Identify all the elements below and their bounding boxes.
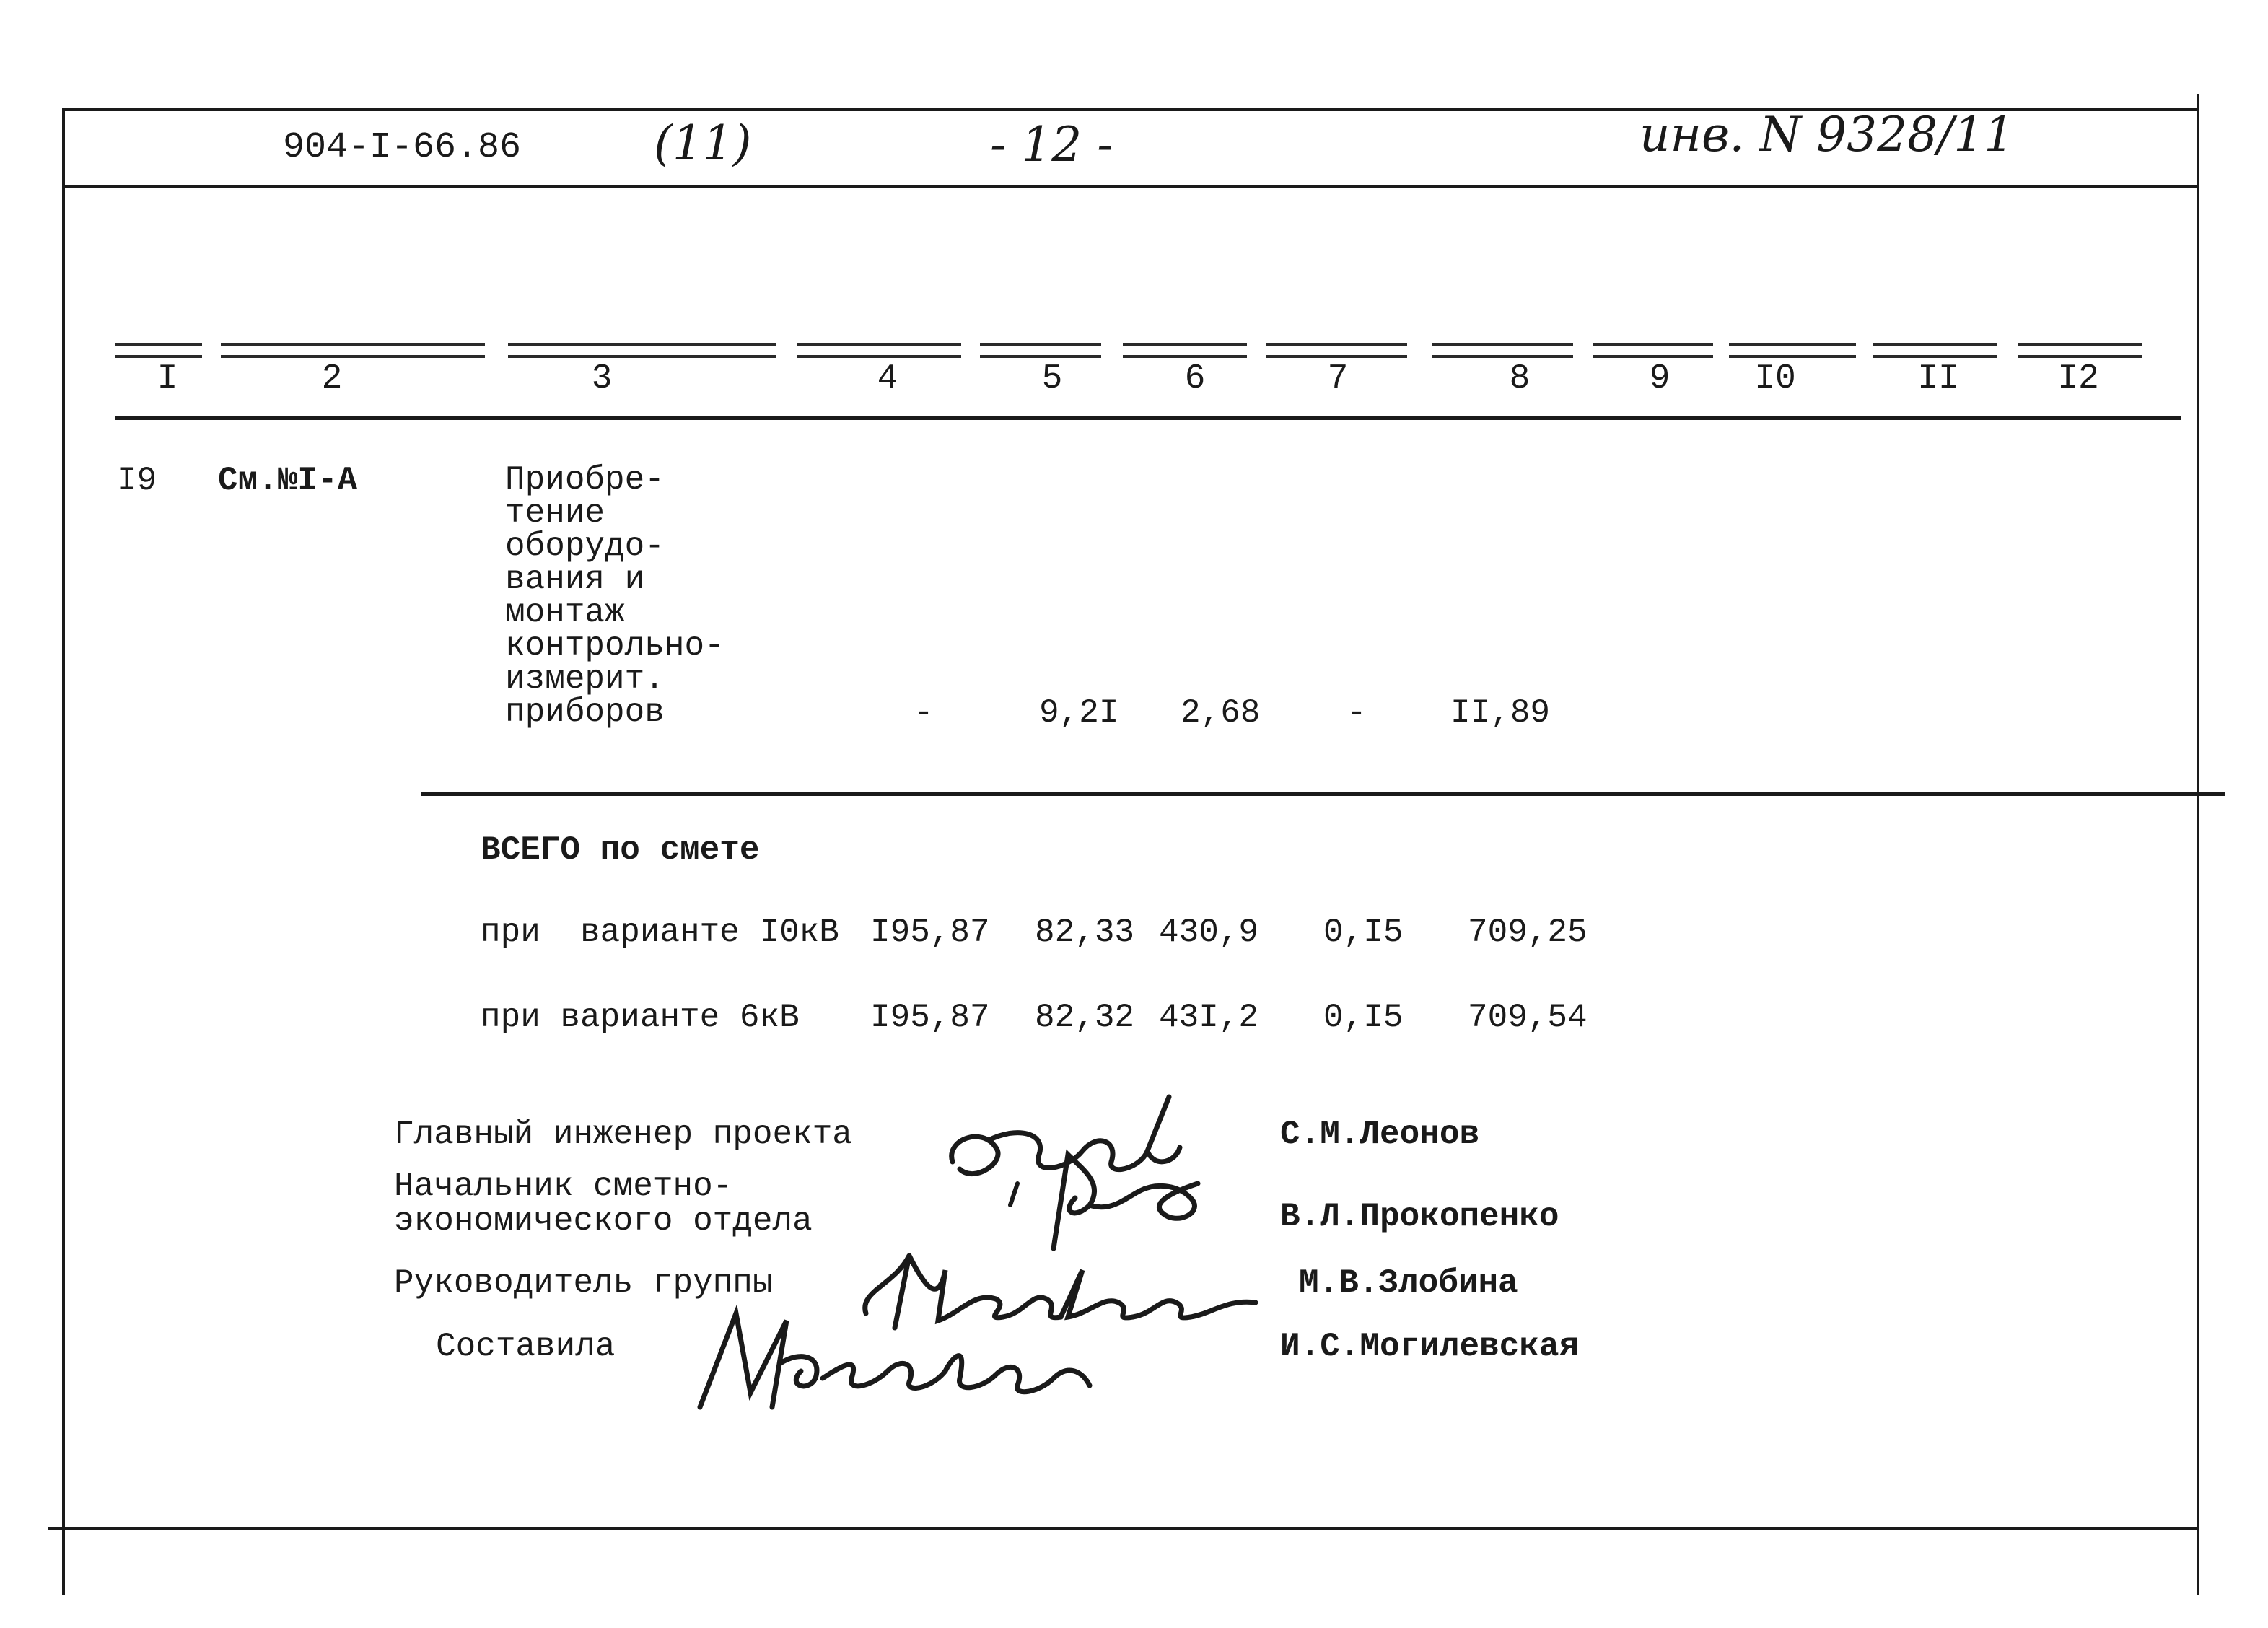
column-number-10: I0 [1754,359,1796,398]
row-name-line: приборов [505,693,665,731]
album-number: (11) [654,115,752,171]
row-reference: См.№I-А [218,462,358,499]
totals-row-col6: 430,9 [1159,914,1259,951]
row-col8: II,89 [1450,694,1551,732]
column-rule-2 [221,343,485,358]
row-name-line: тение [505,494,605,532]
column-header-rule [115,416,2181,420]
column-rule-10 [1729,343,1856,358]
row-col5: 9,2I [1039,694,1119,732]
row-name-line: оборудо- [505,528,665,565]
totals-row-col7: 0,I5 [1323,914,1404,951]
column-rule-5 [980,343,1101,358]
totals-row-col4: I95,87 [870,999,990,1036]
column-number-8: 8 [1509,359,1531,398]
doc-code: 904-I-66.86 [283,127,522,168]
column-rule-9 [1593,343,1713,358]
totals-heading: ВСЕГО по смете [481,831,760,869]
totals-row-col7: 0,I5 [1323,999,1404,1036]
column-number-7: 7 [1327,359,1349,398]
signature-role [394,1169,813,1238]
column-number-12: I2 [2057,359,2099,398]
column-rule-7 [1266,343,1407,358]
row-number: I9 [117,462,157,499]
column-number-4: 4 [877,359,898,398]
frame-bottom [48,1527,2199,1530]
totals-row-label: при варианте I0кВ [481,914,839,951]
totals-row-col5: 82,32 [1035,999,1135,1036]
column-rule-4 [797,343,961,358]
totals-row-col6: 43I,2 [1159,999,1259,1036]
signature-name: И.С.Могилевская [1280,1328,1580,1365]
column-rule-3 [508,343,776,358]
totals-row-col8: 709,54 [1468,999,1588,1036]
column-number-5: 5 [1041,359,1063,398]
column-rule-1 [115,343,202,358]
row-col6: 2,68 [1181,694,1261,732]
column-number-3: 3 [591,359,613,398]
column-number-1: I [157,359,178,398]
column-number-9: 9 [1649,359,1671,398]
column-number-6: 6 [1184,359,1206,398]
totals-row-label: при варианте 6кВ [481,999,800,1036]
signature-role: Руководитель группы [394,1264,773,1302]
row-name [505,463,724,729]
column-rule-6 [1123,343,1247,358]
totals-row-col4: I95,87 [870,914,990,951]
row-name-line: измерит. [505,660,665,698]
totals-row-col8: 709,25 [1468,914,1588,951]
signature-role: Главный инженер проекта [394,1116,852,1153]
totals-row-col5: 82,33 [1035,914,1135,951]
header-divider [62,185,2199,188]
column-number-11: II [1917,359,1959,398]
signature-role-line: экономического отдела [394,1202,813,1240]
signature-role-line: Начальник сметно- [394,1168,733,1205]
signature-name: В.Л.Прокопенко [1280,1198,1559,1235]
row-name-line: монтаж [505,594,625,631]
signature-name: М.В.Злобина [1299,1264,1518,1302]
row-col7: - [1347,694,1367,732]
frame-left [62,108,65,1595]
frame-right [2197,94,2199,1595]
totals-divider [421,792,2225,796]
column-rule-8 [1432,343,1573,358]
inventory-number: инв. N 9328/11 [1639,107,2015,162]
row-name-line: контрольно- [505,627,724,665]
signature-name: С.М.Леонов [1280,1116,1480,1153]
column-rule-12 [2018,343,2142,358]
page-number: - 12 - [990,117,1113,172]
signature-mark-mogilevskaya [678,1299,1111,1429]
column-rule-11 [1873,343,1997,358]
column-number-2: 2 [321,359,343,398]
row-name-line: Приобре- [505,461,665,499]
row-col4: - [914,694,934,732]
row-name-line: вания и [505,561,645,598]
signature-role: Составила [436,1328,616,1365]
